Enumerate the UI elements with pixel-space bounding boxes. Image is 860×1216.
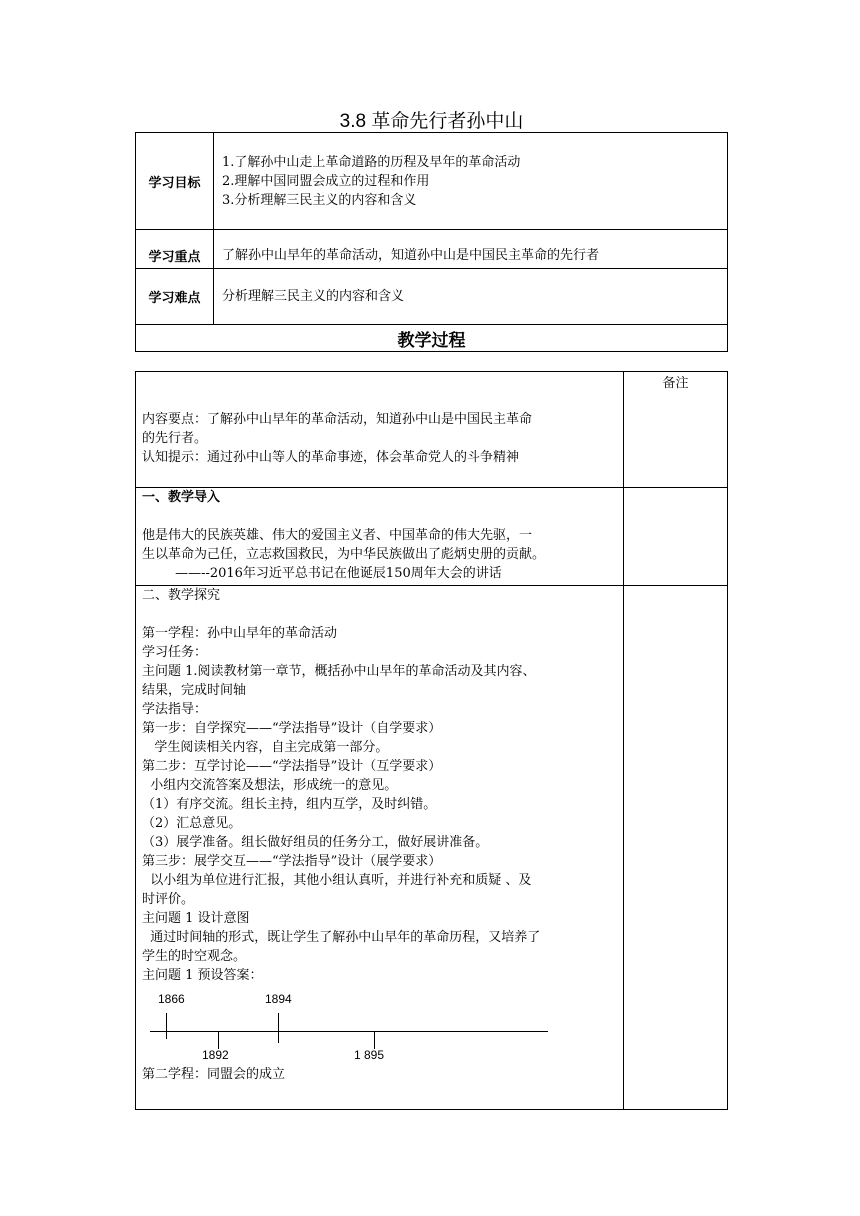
- section2-line: 第三步：展学交互——“学法指导”设计（展学要求）: [142, 854, 442, 869]
- notes-cell: [624, 488, 728, 586]
- timeline-year: 1 895: [354, 1048, 385, 1062]
- section2-line: 主问题 1 设计意图: [142, 911, 250, 926]
- goal-item: 2.理解中国同盟会成立的过程和作用: [222, 173, 430, 189]
- section2-line: 第一步：自学探究——“学法指导”设计（自学要求）: [142, 721, 442, 736]
- timeline-year: 1892: [202, 1048, 229, 1062]
- section2-heading: 二、教学探究: [142, 588, 221, 603]
- difficulty-text: 分析理解三民主义的内容和含义: [214, 269, 728, 325]
- section2-line: 结果，完成时间轴: [142, 683, 247, 698]
- section2-line: 学生的时空观念。: [142, 949, 247, 964]
- timeline-tick: [278, 1013, 279, 1043]
- difficulty-label: 学习难点: [136, 269, 214, 325]
- second-course-title: 第二学程：同盟会的成立: [142, 1067, 286, 1082]
- section2-line: 主问题 1 预设答案：: [142, 968, 263, 983]
- quote-line: 他是伟大的民族英雄、伟大的爱国主义者、中国革命的伟大先驱，一: [142, 528, 533, 543]
- notes-header: 备注: [624, 372, 728, 488]
- section2-line: 学习任务：: [142, 645, 208, 660]
- quote-line: 生以革命为己任，立志救国救民，为中华民族做出了彪炳史册的贡献。: [142, 547, 546, 562]
- section2-line: 第一学程：孙中山早年的革命活动: [142, 626, 338, 641]
- content-points: 内容要点：了解孙中山早年的革命活动，知道孙中山是中国民主革命: [142, 412, 533, 427]
- process-table: [135, 371, 728, 1110]
- goal-label: 学习目标: [136, 133, 214, 230]
- section2-line: 小组内交流答案及想法，形成统一的意见。: [142, 778, 398, 793]
- timeline-diagram: [142, 987, 617, 1065]
- key-point-label: 学习重点: [136, 230, 214, 269]
- section2-cell: [136, 586, 624, 1110]
- process-title: 教学过程: [136, 325, 728, 352]
- quote-source: ——--2016年习近平总书记在他诞辰150周年大会的讲话: [142, 566, 502, 581]
- goal-item: 3.分析理解三民主义的内容和含义: [222, 192, 417, 208]
- section2-line: 学法指导：: [142, 702, 208, 717]
- section2-line: （2）汇总意见。: [142, 816, 242, 831]
- section2-line: 主问题 1.阅读教材第一章节，概括孙中山早年的革命活动及其内容、: [142, 664, 536, 679]
- intro-cell: [136, 372, 624, 488]
- section2-line: [142, 605, 617, 624]
- timeline-tick: [166, 1013, 167, 1039]
- page-title: 3.8 革命先行者孙中山: [339, 111, 524, 132]
- section1-cell: [136, 488, 624, 586]
- timeline-axis: [150, 1031, 548, 1032]
- section2-line: 以小组为单位进行汇报，其他小组认真听，并进行补充和质疑 、及: [142, 873, 532, 888]
- cognitive-hint: 认知提示：通过孙中山等人的革命事迹，体会革命党人的斗争精神: [142, 450, 520, 465]
- section1-heading: 一、教学导入: [142, 490, 221, 505]
- content-points-cont: 的先行者。: [142, 431, 208, 446]
- section2-line: 时评价。: [142, 892, 195, 907]
- objectives-table: [135, 132, 728, 352]
- goal-list: [214, 133, 728, 230]
- section2-line: 学生阅读相关内容，自主完成第一部分。: [142, 740, 389, 755]
- section2-line: 第二步：互学讨论——“学法指导”设计（互学要求）: [142, 759, 442, 774]
- key-point-text: 了解孙中山早年的革命活动，知道孙中山是中国民主革命的先行者: [214, 230, 728, 269]
- section2-line: （3）展学准备。组长做好组员的任务分工，做好展讲准备。: [142, 835, 489, 850]
- timeline-year: 1866: [158, 992, 185, 1006]
- goal-item: 1.了解孙中山走上革命道路的历程及早年的革命活动: [222, 154, 521, 170]
- timeline-year: 1894: [265, 992, 292, 1006]
- section2-line: （1）有序交流。组长主持，组内互学，及时纠错。: [142, 797, 437, 812]
- section2-line: 通过时间轴的形式，既让学生了解孙中山早年的革命历程，又培养了: [142, 930, 541, 945]
- section2-body: [142, 605, 617, 985]
- notes-cell: [624, 586, 728, 1110]
